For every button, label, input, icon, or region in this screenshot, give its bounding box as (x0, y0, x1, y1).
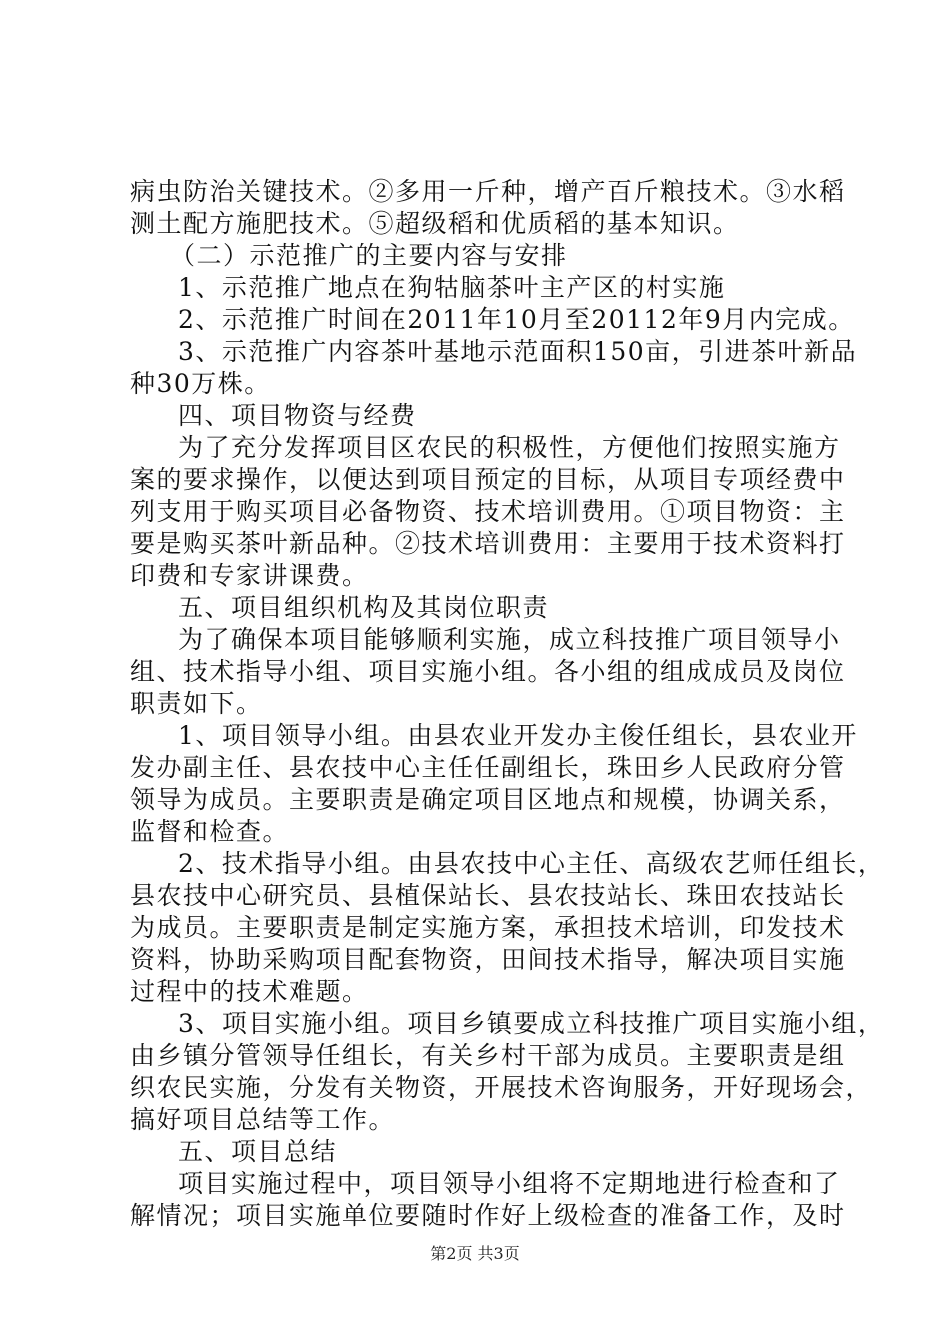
section-heading: 五、项目组织机构及其岗位职责 (178, 593, 550, 622)
page-number-footer: 第2页 共3页 (430, 1244, 520, 1263)
text-line: 县农技中心研究员、县植保站长、县农技站长、珠田农技站长 (130, 881, 846, 910)
text-line: 种30万株。 (130, 369, 271, 398)
text-line: 2、示范推广时间在2011年10月至20112年9月内完成。 (178, 305, 855, 334)
text-line: 监督和检查。 (130, 817, 290, 846)
section-heading: 四、项目物资与经费 (178, 401, 417, 430)
text-line: 发办副主任、县农技中心主任任副组长，珠田乡人民政府分管 (130, 753, 846, 782)
text-line: 2、技术指导小组。由县农技中心主任、高级农艺师任组长， (178, 849, 885, 878)
section-heading: （二）示范推广的主要内容与安排 (170, 241, 568, 270)
text-line: 项目实施过程中，项目领导小组将不定期地进行检查和了 (178, 1169, 841, 1198)
text-line: 由乡镇分管领导任组长，有关乡村干部为成员。主要职责是组 (130, 1041, 846, 1070)
text-line: 1、示范推广地点在狗牯脑茶叶主产区的村实施 (178, 273, 726, 302)
text-line: 为了充分发挥项目区农民的积极性，方便他们按照实施方 (178, 433, 841, 462)
text-line: 职责如下。 (130, 689, 263, 718)
text-line: 3、项目实施小组。项目乡镇要成立科技推广项目实施小组， (178, 1009, 885, 1038)
text-line: 为了确保本项目能够顺利实施，成立科技推广项目领导小 (178, 625, 841, 654)
text-line: 织农民实施，分发有关物资，开展技术咨询服务，开好现场会， (130, 1073, 873, 1102)
text-line: 要是购买茶叶新品种。②技术培训费用：主要用于技术资料打 (130, 529, 846, 558)
text-line: 过程中的技术难题。 (130, 977, 369, 1006)
text-line: 解情况；项目实施单位要随时作好上级检查的准备工作，及时 (130, 1201, 846, 1230)
text-line: 为成员。主要职责是制定实施方案，承担技术培训，印发技术 (130, 913, 846, 942)
text-line: 病虫防治关键技术。②多用一斤种，增产百斤粮技术。③水稻 (130, 177, 846, 206)
text-line: 案的要求操作，以便达到项目预定的目标，从项目专项经费中 (130, 465, 846, 494)
text-line: 1、项目领导小组。由县农业开发办主俊任组长，县农业开 (178, 721, 858, 750)
text-line: 资料，协助采购项目配套物资，田间技术指导，解决项目实施 (130, 945, 846, 974)
text-line: 组、技术指导小组、项目实施小组。各小组的组成成员及岗位 (130, 657, 846, 686)
text-line: 领导为成员。主要职责是确定项目区地点和规模，协调关系， (130, 785, 846, 814)
text-line: 列支用于购买项目必备物资、技术培训费用。①项目物资：主 (130, 497, 846, 526)
text-line: 3、示范推广内容茶叶基地示范面积150亩，引进茶叶新品 (178, 337, 858, 366)
section-heading: 五、项目总结 (178, 1137, 338, 1166)
text-line: 印费和专家讲课费。 (130, 561, 369, 590)
text-line: 测土配方施肥技术。⑤超级稻和优质稻的基本知识。 (130, 209, 740, 238)
text-line: 搞好项目总结等工作。 (130, 1105, 396, 1134)
